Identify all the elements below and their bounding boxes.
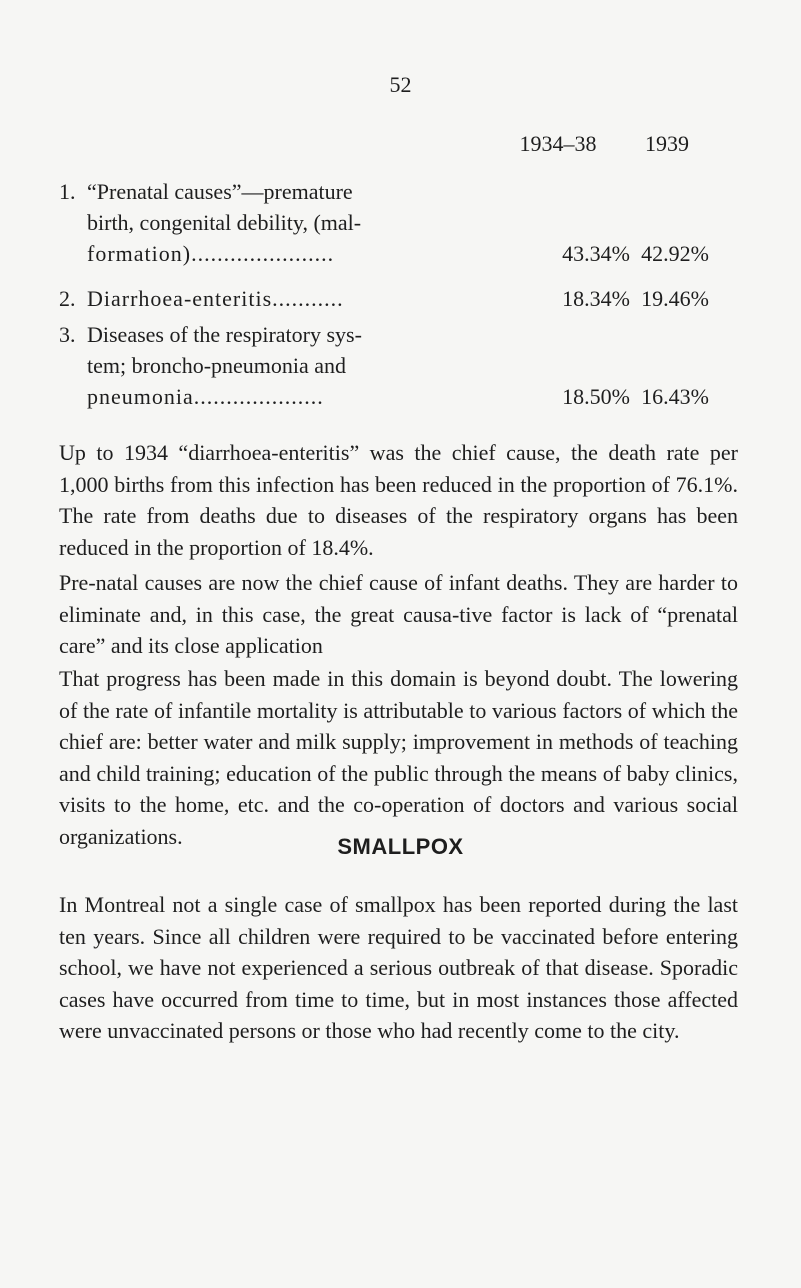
paragraph-diarrhoea: Up to 1934 “diarrhoea-enteritis” was the chief cause, the death rate per 1,000 births from this infection has been reduced in the proportion of 76.1%. The rate from deaths due to diseases of the respiratory organs has been reduced in the proportion of 18.4%. bbox=[59, 440, 738, 560]
value-1934-38: 18.34% bbox=[562, 286, 630, 311]
section-heading-smallpox: SMALLPOX bbox=[337, 834, 464, 859]
table-header: 1934–38 1939 bbox=[519, 131, 689, 156]
row-label: Diseases of the respiratory sys- tem; broncho-pneumonia and pneumonia.................... bbox=[87, 322, 362, 409]
row-label: Diarrhoea-enteritis........... bbox=[87, 286, 344, 311]
value-1939: 16.43% bbox=[641, 384, 709, 409]
row-number: 1. bbox=[59, 179, 76, 204]
table-row bbox=[0, 319, 801, 412]
value-1939: 42.92% bbox=[641, 241, 709, 266]
value-1934-38: 18.50% bbox=[562, 384, 630, 409]
paragraph-smallpox: In Montreal not a single case of smallpox has been reported during the last ten years. Since all children were required to be vaccinated before entering school, we have not experienced a serious outbreak of that disease. Sporadic cases have occurred from time to time, but in most instances those affected were unvaccinated persons or those who had recently come to the city. bbox=[59, 892, 738, 1043]
paragraph-prenatal: Pre-natal causes are now the chief cause of infant deaths. They are harder to eliminate and, in this case, the great causa-tive factor is lack of “prenatal care” and its close application bbox=[59, 570, 738, 658]
table-row bbox=[0, 176, 801, 269]
row-label: “Prenatal causes”—premature birth, congenital debility, (mal- formation)...................... bbox=[87, 179, 362, 266]
paragraph-progress: That progress has been made in this domain is beyond doubt. The lowering of the rate of infantile mortality is attributable to various factors of which the chief are: better water and milk supply; improvement in methods of teaching and child training; education of the public through the means of baby clinics, visits to the home, etc. and the co-operation of doctors and various social organizations. bbox=[59, 666, 738, 849]
value-1934-38: 43.34% bbox=[562, 241, 630, 266]
row-number: 3. bbox=[59, 322, 76, 347]
table-row bbox=[0, 283, 801, 314]
row-number: 2. bbox=[59, 286, 76, 311]
page-number: 52 bbox=[389, 72, 412, 97]
value-1939: 19.46% bbox=[641, 286, 709, 311]
